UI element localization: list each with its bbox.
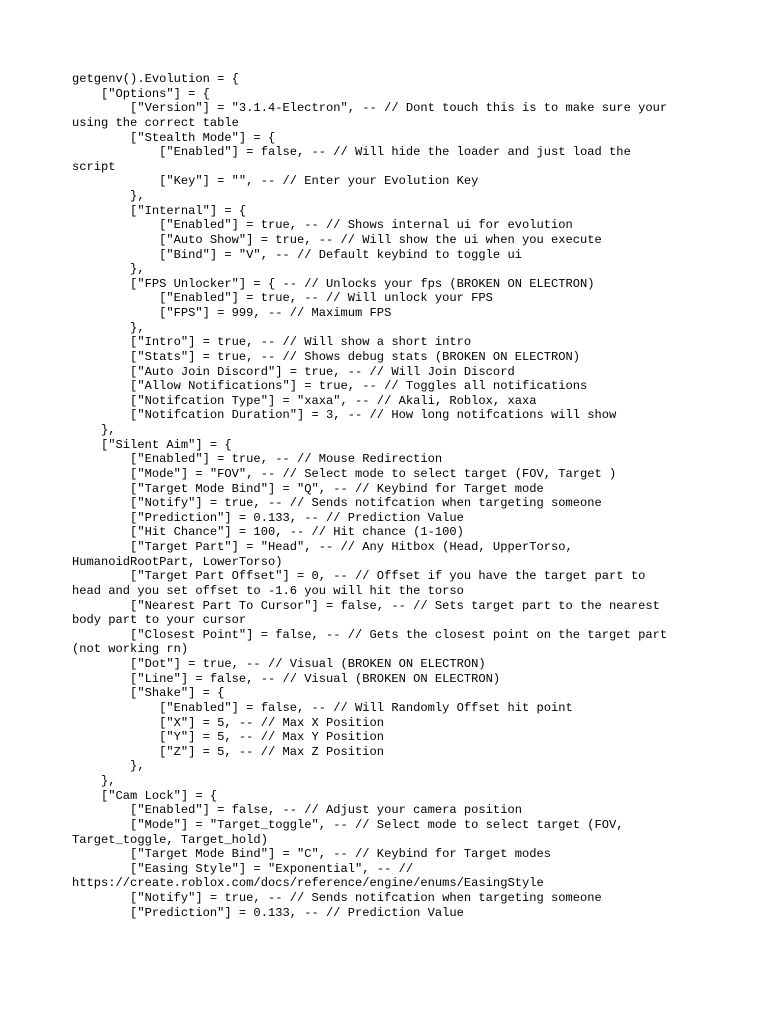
code-line: ["FPS Unlocker"] = { -- // Unlocks your fps (BROKEN ON ELECTRON) bbox=[72, 276, 595, 291]
code-line: ["Easing Style"] = "Exponential", -- // bbox=[72, 861, 414, 876]
code-line: }, bbox=[72, 320, 145, 335]
code-line: ["Mode"] = "Target_toggle", -- // Select mode to select target (FOV, bbox=[72, 817, 624, 832]
code-line: HumanoidRootPart, LowerTorso) bbox=[72, 554, 283, 569]
code-line: https://create.roblox.com/docs/reference/engine/enums/EasingStyle bbox=[72, 876, 544, 891]
code-line: }, bbox=[72, 423, 116, 437]
code-line: ["Hit Chance"] = 100, -- // Hit chance (1-100) bbox=[72, 525, 464, 540]
code-line: ["Notify"] = true, -- // Sends notifcation when targeting someone bbox=[72, 891, 602, 905]
code-line: }, bbox=[72, 759, 145, 774]
code-line: ["Cam Lock"] = { bbox=[72, 788, 218, 803]
code-line: ["Enabled"] = true, -- // Will unlock your FPS bbox=[72, 291, 493, 306]
code-line: ["Prediction"] = 0.133, -- // Prediction Value bbox=[72, 510, 464, 525]
code-line: using the correct table bbox=[72, 115, 239, 130]
code-line: ["FPS"] = 999, -- // Maximum FPS bbox=[72, 306, 392, 320]
code-line: ["Notify"] = true, -- // Sends notifcation when targeting someone bbox=[72, 496, 602, 511]
code-line: ["Version"] = "3.1.4-Electron", -- // Dont touch this is to make sure your bbox=[72, 101, 668, 116]
code-line: ["Closest Point"] = false, -- // Gets the closest point on the target part bbox=[72, 627, 668, 642]
code-line: ["X"] = 5, -- // Max X Position bbox=[72, 715, 385, 730]
code-line: ["Z"] = 5, -- // Max Z Position bbox=[72, 744, 385, 759]
code-line: ["Enabled"] = true, -- // Shows internal ui for evolution bbox=[72, 218, 573, 233]
code-line: ["Intro"] = true, -- // Will show a short intro bbox=[72, 335, 472, 350]
code-line: }, bbox=[72, 262, 145, 277]
code-line: body part to your cursor bbox=[72, 613, 247, 628]
code-line: ["Stealth Mode"] = { bbox=[72, 130, 276, 145]
code-document bbox=[72, 72, 696, 920]
code-line: ["Enabled"] = false, -- // Will hide the loader and just load the bbox=[72, 145, 631, 160]
code-line: ["Target Part"] = "Head", -- // Any Hitbox (Head, UpperTorso, bbox=[72, 540, 573, 554]
code-line: (not working rn) bbox=[72, 642, 189, 657]
code-line: ["Target Mode Bind"] = "Q", -- // Keybind for Target mode bbox=[72, 481, 544, 496]
code-line: ["Line"] = false, -- // Visual (BROKEN ON ELECTRON) bbox=[72, 671, 501, 686]
code-line: script bbox=[72, 159, 116, 174]
code-line: ["Dot"] = true, -- // Visual (BROKEN ON ELECTRON) bbox=[72, 657, 486, 671]
code-line: ["Stats"] = true, -- // Shows debug stats (BROKEN ON ELECTRON) bbox=[72, 349, 581, 364]
code-line: head and you set offset to -1.6 you will hit the torso bbox=[72, 583, 464, 598]
code-line: ["Y"] = 5, -- // Max Y Position bbox=[72, 730, 385, 745]
code-line: Target_toggle, Target_hold) bbox=[72, 832, 268, 847]
code-line: ["Mode"] = "FOV", -- // Select mode to select target (FOV, Target ) bbox=[72, 466, 617, 481]
code-line: ["Target Mode Bind"] = "C", -- // Keybind for Target modes bbox=[72, 847, 551, 862]
code-line: ["Options"] = { bbox=[72, 86, 210, 101]
code-line: getgenv().Evolution = { bbox=[72, 72, 239, 86]
code-line: ["Enabled"] = false, -- // Will Randomly Offset hit point bbox=[72, 700, 573, 715]
code-line: ["Allow Notifications"] = true, -- // Toggles all notifications bbox=[72, 379, 588, 394]
code-line: ["Target Part Offset"] = 0, -- // Offset if you have the target part to bbox=[72, 569, 646, 584]
code-line: ["Bind"] = "V", -- // Default keybind to toggle ui bbox=[72, 247, 522, 262]
code-line: ["Prediction"] = 0.133, -- // Prediction Value bbox=[72, 905, 464, 920]
code-line: ["Notifcation Type"] = "xaxa", -- // Akali, Roblox, xaxa bbox=[72, 393, 537, 408]
code-line: }, bbox=[72, 189, 145, 203]
code-line: ["Nearest Part To Cursor"] = false, -- // Sets target part to the nearest bbox=[72, 598, 660, 613]
code-line: ["Notifcation Duration"] = 3, -- // How long notifcations will show bbox=[72, 408, 617, 423]
code-line: ["Enabled"] = true, -- // Mouse Redirection bbox=[72, 452, 443, 467]
code-line: ["Auto Show"] = true, -- // Will show the ui when you execute bbox=[72, 232, 602, 247]
code-line: ["Auto Join Discord"] = true, -- // Will Join Discord bbox=[72, 364, 515, 379]
code-line: ["Key"] = "", -- // Enter your Evolution Key bbox=[72, 174, 479, 189]
code-line: ["Enabled"] = false, -- // Adjust your camera position bbox=[72, 803, 522, 818]
code-line: ["Internal"] = { bbox=[72, 203, 247, 218]
code-line: ["Shake"] = { bbox=[72, 686, 225, 701]
code-line: }, bbox=[72, 774, 116, 788]
code-line: ["Silent Aim"] = { bbox=[72, 437, 232, 452]
